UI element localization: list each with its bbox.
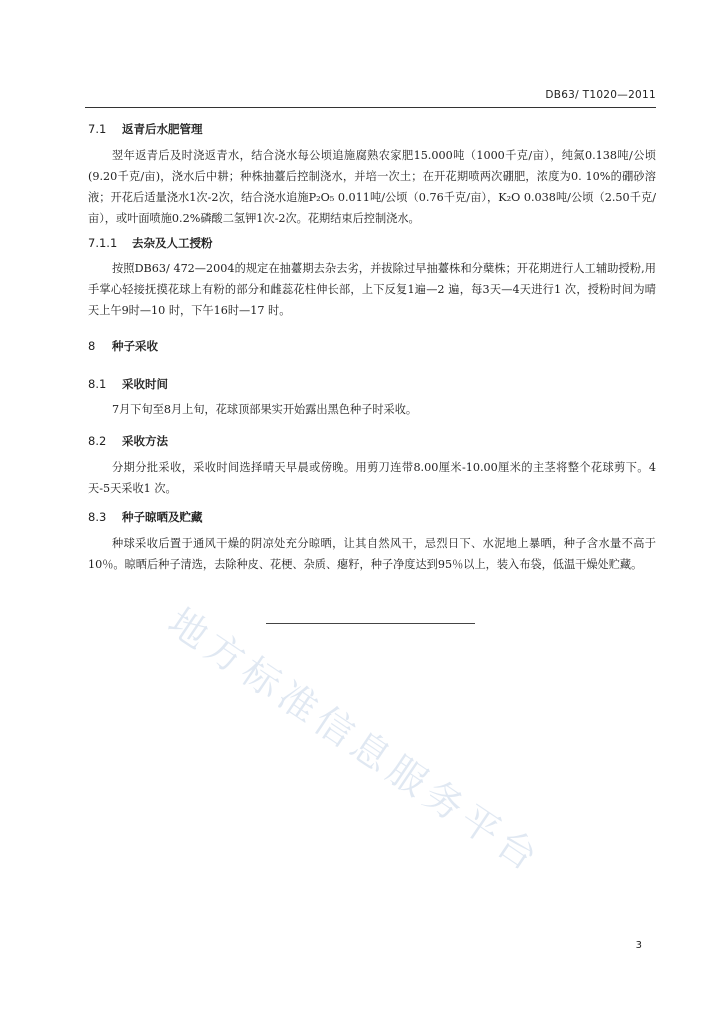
paragraph-drying-storage: 种球采收后置于通风干燥的阴凉处充分晾晒，让其自然风干，忌烈日下、水泥地上暴晒，种子含水量不高于10％。晾晒后种子清选，去除种皮、花梗、杂质、瘪籽，种子净度达到95％以上，装入布袋，低温干燥处贮藏。 [88, 537, 656, 571]
paragraph-harvest-method: 分期分批采收，采收时间选择晴天早晨或傍晚。用剪刀连带8.00厘米-10.00厘米的主茎将整个花球剪下。4天-5天采收1 次。 [88, 461, 656, 495]
header-divider [85, 107, 656, 108]
section-heading-7-1 [88, 121, 203, 137]
section-number: 8.2 [88, 434, 107, 448]
section-title: 种子晾晒及贮藏 [122, 510, 203, 524]
page-number: 3 [635, 940, 642, 951]
section-number: 7.1 [88, 122, 107, 136]
section-title: 采收时间 [122, 377, 169, 391]
section-heading-7-1-1 [88, 235, 213, 251]
end-divider [266, 623, 475, 624]
section-heading-8-3 [88, 509, 203, 525]
section-heading-8-2 [88, 433, 168, 449]
paragraph-fertilizer: 翌年返青后及时浇返青水，结合浇水每公顷追施腐熟农家肥15.000吨（1000千克/亩），纯氮0.138吨/公顷(9.20千克/亩)，浇水后中耕；种株抽薹后控制浇水，并培一次土；在开花期喷两次硼肥，浓度为0. 10%的硼砂溶液；开花后适量浇水1次-2次，结合浇水追施P₂O₅ 0.011吨/公顷（0.76千克/亩），K₂O 0.038吨/公顷（2.50千克/亩），或叶面喷施0.2%磷酸二氢钾1次-2次。花期结束后控制浇水。 [88, 149, 656, 225]
paragraph-harvest-time: 7月下旬至8月上旬，花球顶部果实开始露出黑色种子时采收。 [112, 403, 418, 416]
section-number: 8.1 [88, 377, 107, 391]
section-heading-8-1 [88, 376, 168, 392]
section-title: 采收方法 [122, 434, 169, 448]
paragraph-pollination: 按照DB63/ 472—2004的规定在抽薹期去杂去劣，并拔除过早抽薹株和分蘖株；开花期进行人工辅助授粉,用手掌心轻接抚摸花球上有粉的部分和雌蕊花柱伸长部，上下反复1遍—2 遍，每3天—4天进行1 次，授粉时间为晴天上午9时—10 时，下午16时—17 时。 [88, 262, 656, 317]
standard-code: DB63/ T1020—2011 [545, 89, 656, 101]
section-number: 8.3 [88, 510, 107, 524]
section-title: 返青后水肥管理 [122, 122, 203, 136]
watermark: 地方标准信息服务平台 [160, 599, 550, 882]
section-number: 7.1.1 [88, 236, 118, 250]
section-number: 8 [88, 339, 96, 353]
section-title: 去杂及人工授粉 [132, 236, 213, 250]
section-title: 种子采收 [112, 339, 159, 353]
section-heading-8 [88, 338, 158, 354]
